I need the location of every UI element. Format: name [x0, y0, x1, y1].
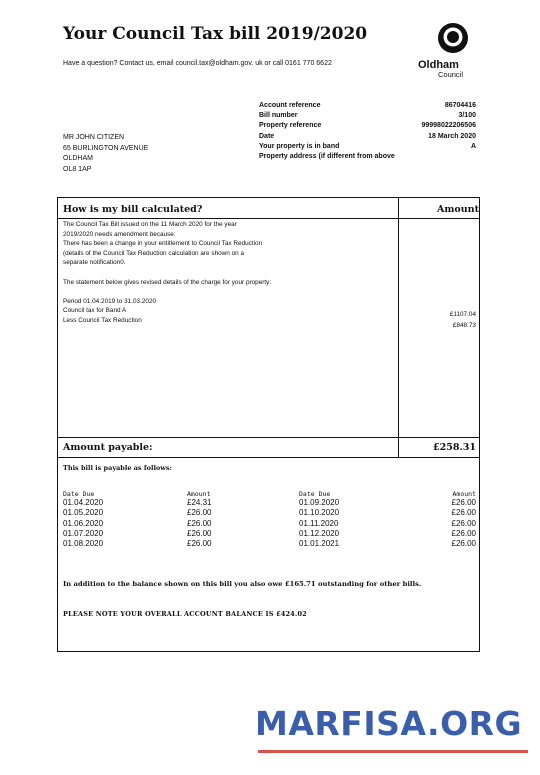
calc-heading: How is my bill calculated? [63, 204, 203, 215]
due-date: 01.07.2020 [63, 528, 104, 538]
calc-explanation [63, 220, 271, 326]
band-charge-amount: £1107.04 [449, 311, 476, 318]
ref-row [259, 121, 476, 131]
calc-line: The statement below gives revised details of the charge for your property: [63, 278, 272, 286]
watermark-text: MARFISA.ORG [255, 704, 523, 743]
due-amount: £24.31 [187, 498, 212, 507]
calc-line: 2019/2020 needs amendment because: [63, 230, 176, 238]
ref-label: Property reference [259, 122, 322, 130]
due-date: 01.08.2020 [63, 539, 104, 549]
due-amount: £26.00 [451, 508, 476, 518]
ref-label: Date [259, 132, 275, 140]
due-amount: £26.00 [187, 528, 212, 538]
ref-label: Property address (if different from above [259, 153, 395, 161]
schedule-right-amounts [400, 498, 476, 549]
oldham-council-logo-icon [437, 22, 469, 54]
schedule-left-amount-header: Amount [187, 490, 211, 498]
due-date: 01.01.2021 [299, 539, 340, 549]
calc-line: (details of the Council Tax Reduction calculation are shown on a [63, 249, 245, 257]
address-line: OL8 1AP [63, 165, 92, 173]
due-amount: £26.00 [451, 498, 476, 507]
calc-line: Less Council Tax Reduction [63, 316, 142, 324]
amount-heading: Amount [437, 204, 479, 215]
due-date: 01.04.2020 [63, 498, 104, 507]
payable-rule-bottom [57, 457, 480, 458]
ref-value: 3/100 [458, 112, 476, 120]
due-date: 01.12.2020 [299, 528, 340, 538]
logo-sub: Council [438, 70, 464, 79]
due-amount: £26.00 [187, 508, 212, 518]
ref-row [259, 152, 476, 162]
schedule-right-date-header: Date Due [299, 490, 331, 498]
watermark-underline [258, 750, 528, 753]
ref-value: 18 March 2020 [428, 132, 476, 140]
ref-row [259, 132, 476, 142]
ref-row [259, 142, 476, 152]
reference-block [259, 101, 476, 162]
due-amount: £26.00 [187, 539, 212, 549]
bill-title: Your Council Tax bill 2019/2020 [63, 24, 368, 44]
amount-payable-value: £258.31 [433, 442, 476, 453]
due-date: 01.05.2020 [63, 508, 104, 518]
ref-row [259, 101, 476, 111]
header-rule [57, 218, 480, 219]
due-date: 01.10.2020 [299, 508, 340, 518]
overall-balance-note: PLEASE NOTE YOUR OVERALL ACCOUNT BALANCE IS £424.02 [63, 610, 307, 618]
ref-row [259, 111, 476, 121]
calc-line: There has been a change in your entitlement to Council Tax Reduction [63, 240, 263, 248]
calc-line: Period 01.04.2019 to 31.03.2020 [63, 297, 157, 305]
schedule-left-dates [63, 498, 103, 549]
schedule-left-date-header: Date Due [63, 490, 95, 498]
recipient-address [63, 133, 148, 175]
ref-label: Bill number [259, 112, 298, 120]
schedule-left-amounts [187, 498, 211, 549]
ref-value: 99998022206506 [421, 122, 476, 130]
address-line: MR JOHN CITIZEN [63, 134, 125, 141]
address-line: OLDHAM [63, 155, 93, 162]
ref-label: Your property is in band [259, 142, 340, 150]
contact-line: Have a question? Contact us, email council.tax@oldham.gov. uk or call 0161 770 6622 [63, 60, 332, 67]
logo-name: Oldham [418, 59, 459, 71]
due-amount: £26.00 [451, 518, 476, 528]
calc-line [63, 268, 271, 278]
outstanding-balance-note: In addition to the balance shown on this bill you also owe £165.71 outstanding for other bills. [63, 580, 422, 588]
ref-value: A [470, 142, 476, 150]
amount-payable-label: Amount payable: [63, 442, 153, 453]
ref-value: 86704416 [444, 102, 476, 109]
calc-line: The Council Tax Bill issued on the 11 March 2020 for the year [63, 221, 237, 228]
address-line: 65 BURLINGTON AVENUE [63, 144, 149, 152]
due-date: 01.06.2020 [63, 518, 104, 528]
due-amount: £26.00 [451, 539, 476, 549]
due-amount: £26.00 [187, 518, 212, 528]
ref-label: Account reference [259, 102, 321, 109]
calc-line: separate notification0. [63, 259, 126, 267]
payable-rule-top [57, 437, 480, 438]
due-amount: £26.00 [451, 528, 476, 538]
schedule-right-dates [299, 498, 339, 549]
due-date: 01.09.2020 [299, 498, 340, 507]
payable-intro: This bill is payable as follows: [63, 464, 172, 472]
schedule-right-amount-header: Amount [452, 490, 476, 498]
due-date: 01.11.2020 [299, 518, 339, 528]
calc-line: Council tax for Band A [63, 307, 127, 315]
calc-line [63, 287, 271, 297]
reduction-amount: £848.73 [452, 322, 476, 329]
column-divider [398, 197, 399, 457]
